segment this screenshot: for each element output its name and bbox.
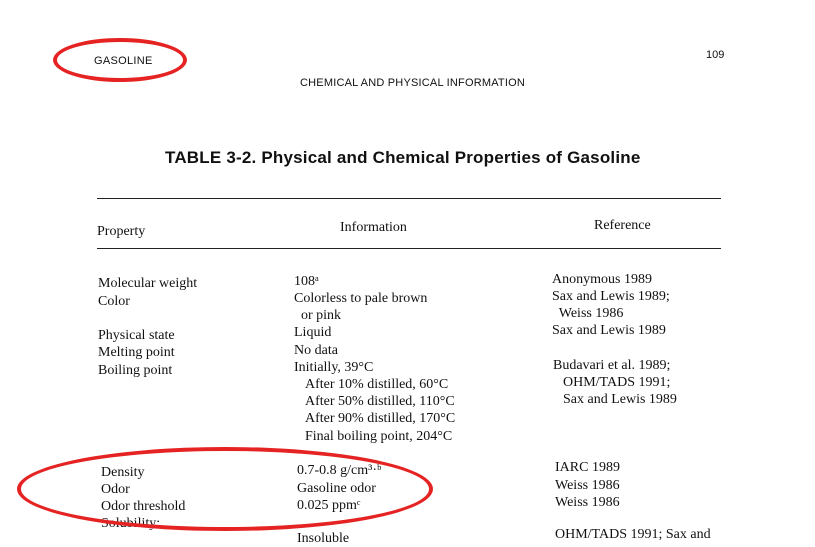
column-header-information: Information bbox=[340, 220, 407, 235]
table-cell-reference: Weiss 1986 bbox=[555, 478, 620, 493]
table-cell-reference: IARC 1989 bbox=[555, 460, 620, 475]
table-cell-information: After 90% distilled, 170°C bbox=[305, 411, 456, 426]
table-cell-information: After 10% distilled, 60°C bbox=[305, 377, 449, 392]
table-header-rule bbox=[97, 248, 721, 249]
table-cell-information: Gasoline odor bbox=[297, 481, 376, 496]
table-cell-information: After 50% distilled, 110°C bbox=[305, 394, 455, 409]
table-cell-reference: Anonymous 1989 bbox=[552, 272, 652, 287]
table-cell-information: Liquid bbox=[294, 325, 332, 340]
table-cell-reference: Weiss 1986 bbox=[552, 306, 624, 321]
table-cell-reference: Sax and Lewis 1989 bbox=[563, 392, 677, 407]
table-cell-reference: Sax and Lewis 1989 bbox=[552, 323, 666, 338]
table-cell-information: or pink bbox=[294, 308, 342, 323]
column-header-property: Property bbox=[97, 224, 146, 239]
table-row-solubility-property: Solubility: bbox=[101, 516, 161, 531]
table-cell-information: Initially, 39°C bbox=[294, 360, 374, 375]
table-row-physical-state-property: Physical state bbox=[98, 328, 175, 343]
table-row-boiling-point-property: Boiling point bbox=[98, 363, 173, 378]
table-cell-reference: OHM/TADS 1991; bbox=[563, 375, 671, 390]
table-row-density-property: Density bbox=[101, 465, 145, 480]
running-header: GASOLINE bbox=[94, 55, 153, 67]
table-row-color-property: Color bbox=[98, 294, 130, 309]
table-row-molecular-weight-property: Molecular weight bbox=[98, 276, 198, 291]
table-top-rule bbox=[97, 198, 721, 199]
section-title: CHEMICAL AND PHYSICAL INFORMATION bbox=[300, 77, 525, 89]
table-cell-information: Final boiling point, 204°C bbox=[305, 429, 453, 444]
table-title: TABLE 3-2. Physical and Chemical Properties of Gasoline bbox=[165, 148, 641, 167]
table-row-odor-threshold-property: Odor threshold bbox=[101, 499, 186, 514]
table-cell-information: 0.025 ppmᶜ bbox=[297, 498, 361, 513]
table-cell-information: 108ᵃ bbox=[294, 274, 319, 289]
table-cell-reference: OHM/TADS 1991; Sax and bbox=[555, 527, 711, 542]
table-row-melting-point-property: Melting point bbox=[98, 345, 175, 360]
table-cell-reference: Budavari et al. 1989; bbox=[553, 358, 671, 373]
table-cell-information: No data bbox=[294, 343, 338, 358]
column-header-reference: Reference bbox=[594, 218, 651, 233]
table-cell-reference: Weiss 1986 bbox=[555, 495, 620, 510]
page-number: 109 bbox=[706, 49, 725, 61]
header-highlight-ellipse bbox=[53, 38, 187, 82]
density-odor-highlight-ellipse bbox=[17, 447, 433, 531]
table-cell-information: 0.7-0.8 g/cm³·ᵇ bbox=[297, 463, 382, 478]
table-row-odor-property: Odor bbox=[101, 482, 130, 497]
table-cell-information: Insoluble bbox=[297, 531, 350, 546]
table-cell-information: Colorless to pale brown bbox=[294, 291, 428, 306]
table-cell-reference: Sax and Lewis 1989; bbox=[552, 289, 670, 304]
